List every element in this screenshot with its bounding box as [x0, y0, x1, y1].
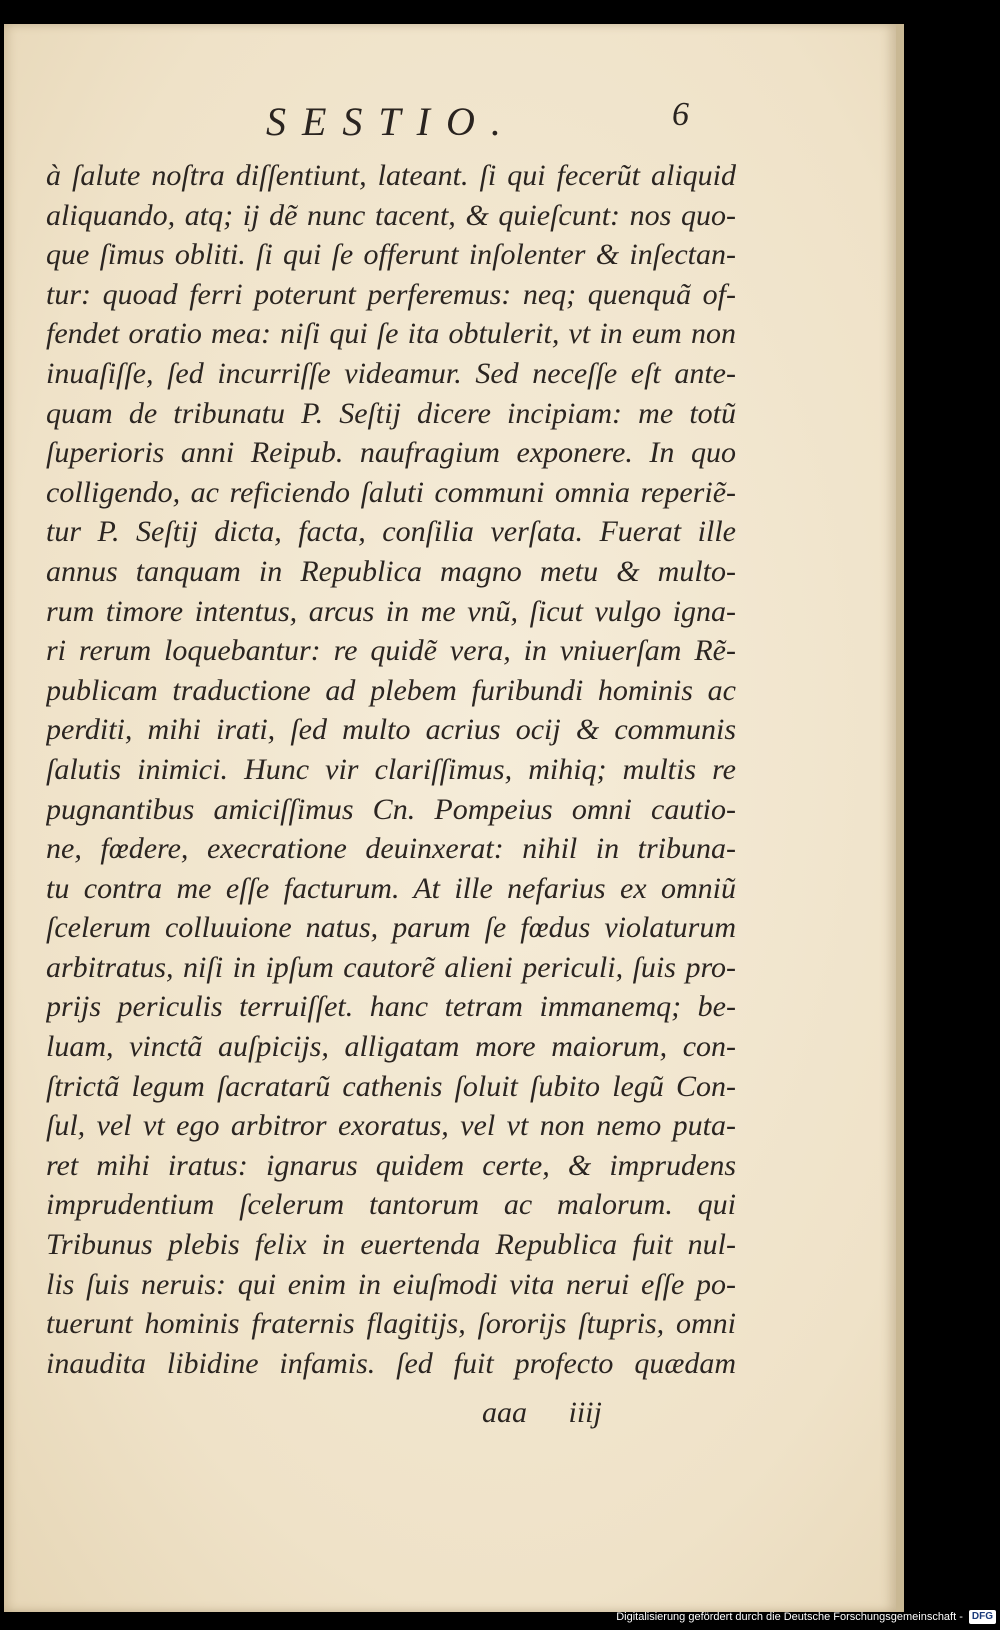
text-line: prijs periculis terruiſſet. hanc tetram immanemq; be-: [46, 990, 736, 1024]
text-line: perditi, mihi irati, ſed multo acrius ocij & communis: [46, 713, 736, 747]
text-line: ſtrictã legum ſacratarũ cathenis ſoluit ſubito legũ Con-: [46, 1069, 736, 1103]
text-line: ret mihi iratus: ignarus quidem certe, & imprudens: [46, 1148, 736, 1182]
text-line: Tribunus plebis felix in euertenda Republica fuit nul-: [46, 1228, 736, 1262]
running-head: SESTIO.: [266, 99, 517, 144]
footer-credit: [616, 1608, 996, 1626]
text-line: ſuperioris anni Reipub. naufragium exponere. In quo: [46, 436, 736, 470]
text-line: pugnantibus amiciſſimus Cn. Pompeius omni cautio-: [46, 792, 736, 826]
text-line: tur P. Seſtij dicta, facta, conſilia verſata. Fuerat ille: [46, 515, 736, 549]
text-line: fendet oratio mea: niſi qui ſe ita obtulerit, vt in eum non: [46, 317, 736, 351]
text-line: luam, vinctã auſpicijs, alligatam more maiorum, con-: [46, 1030, 736, 1064]
text-line: à ſalute noſtra diſſentiunt, lateant. ſi qui fecerũt aliquid: [46, 159, 736, 192]
page-header: [4, 94, 904, 154]
text-line: inuaſiſſe, ſed incurriſſe videamur. Sed neceſſe eſt ante-: [46, 356, 736, 390]
text-line: tur: quoad ferri poterunt perferemus: neq; quenquã of-: [46, 277, 736, 311]
text-line: rum timore intentus, arcus in me vnũ, ſicut vulgo igna-: [46, 594, 736, 628]
dfg-logo: DFG: [969, 1610, 996, 1624]
text-line: colligendo, ac reficiendo ſaluti communi omnia reperiẽ-: [46, 475, 736, 509]
signature-mark: aaa iiij: [482, 1396, 602, 1429]
body-text: [46, 156, 736, 1383]
text-line: tu contra me eſſe facturum. At ille nefarius ex omniũ: [46, 871, 736, 905]
text-line: annus tanquam in Republica magno metu & multo-: [46, 554, 736, 588]
text-line: arbitratus, niſi in ipſum cautorẽ alieni periculi, ſuis pro-: [46, 950, 736, 984]
text-line: inaudita libidine infamis. ſed fuit profecto quædam: [46, 1346, 736, 1380]
text-line: publicam traductione ad plebem furibundi hominis ac: [46, 673, 736, 707]
page-number: 6: [672, 96, 689, 133]
footer-credit-text: Digitalisierung gefördert durch die Deutsche Forschungsgemeinschaft -: [616, 1611, 963, 1623]
text-line: ſcelerum colluuione natus, parum ſe fœdus violaturum: [46, 911, 736, 945]
text-line: ne, fœdere, execratione deuinxerat: nihil in tribuna-: [46, 832, 736, 866]
text-line: quam de tribunatu P. Seſtij dicere incipiam: me totũ: [46, 396, 736, 430]
text-line: ſul, vel vt ego arbitror exoratus, vel vt non nemo puta-: [46, 1109, 736, 1143]
text-line: que ſimus obliti. ſi qui ſe offerunt inſolenter & inſectan-: [46, 238, 736, 272]
text-line: imprudentium ſcelerum tantorum ac malorum. qui: [46, 1188, 736, 1222]
book-page: [4, 24, 904, 1612]
text-line: lis ſuis neruis: qui enim in eiuſmodi vita nerui eſſe po-: [46, 1267, 736, 1301]
text-line: ſalutis inimici. Hunc vir clariſſimus, mihiq; multis re: [46, 752, 736, 786]
text-line: tuerunt hominis fraternis flagitijs, ſororijs ſtupris, omni: [46, 1307, 736, 1341]
text-line: aliquando, atq; ij dẽ nunc tacent, & quieſcunt: nos quo-: [46, 198, 736, 232]
text-line: ri rerum loquebantur: re quidẽ vera, in vniuerſam Rẽ-: [46, 634, 736, 668]
